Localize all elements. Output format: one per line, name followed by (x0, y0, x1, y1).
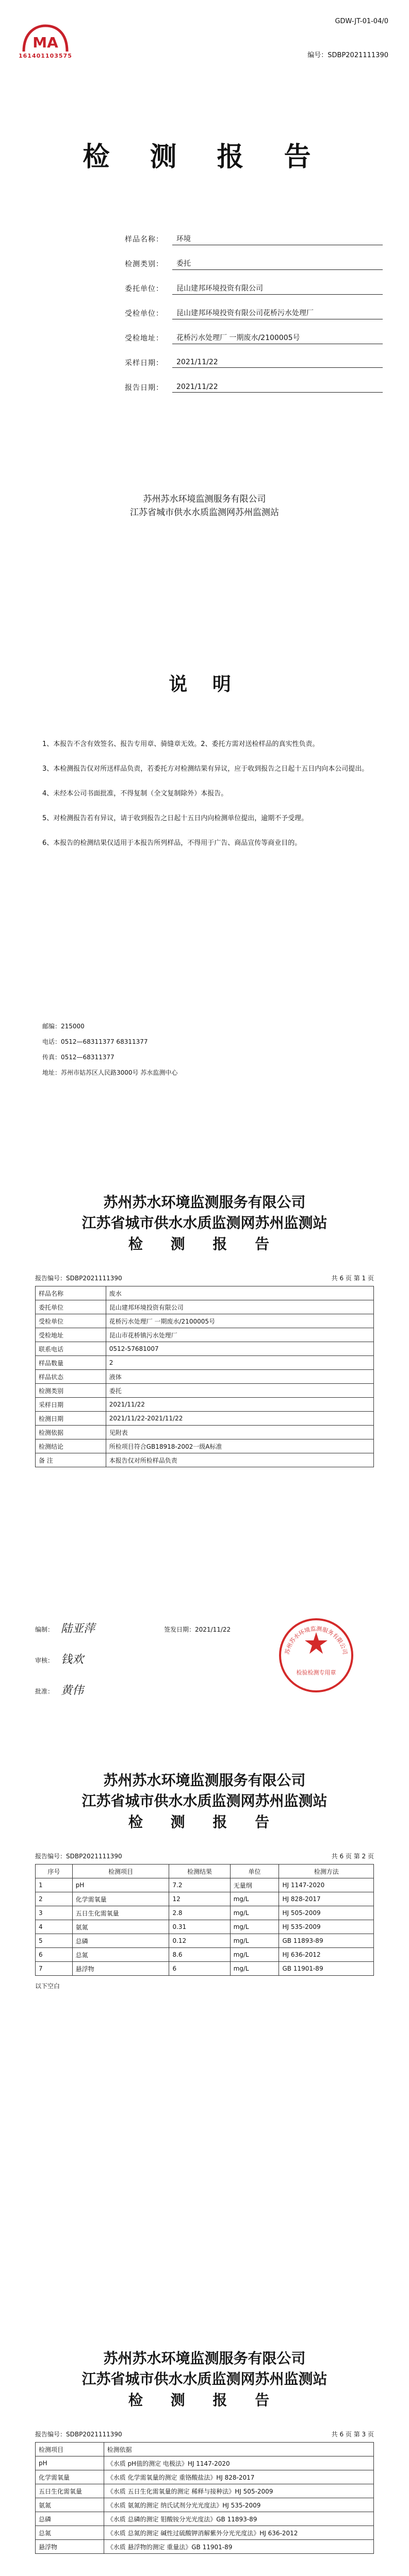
review-label: 审核： (35, 1657, 54, 1664)
note-item: 4、未经本公司书面批准，不得复制（全文复制除外）本报告。 (42, 790, 228, 798)
header-company: 苏州苏水环境监测服务有限公司 (103, 1194, 306, 1211)
cover-page (0, 0, 409, 578)
table-cell: mg/L (230, 1906, 279, 1920)
table-cell: mg/L (230, 1934, 279, 1948)
table-cell: 总氮 (36, 2526, 104, 2540)
column-header: 检测方法 (279, 1865, 374, 1878)
cover-row (125, 227, 383, 251)
table-cell: 五日生化需氧量 (36, 2484, 104, 2498)
table-header-row (36, 1865, 374, 1878)
prepare-label: 编制： (35, 1626, 54, 1633)
table-cell: HJ 636-2012 (279, 1948, 374, 1962)
report-number: 报告编号：SDBP2021111390 (35, 1853, 122, 1860)
form-code: GDW-JT-01-04/0 (335, 18, 388, 25)
header-station: 江苏省城市供水水质监测网苏州监测站 (81, 1214, 328, 1231)
table-row (36, 1412, 374, 1426)
table-cell: 检测依据 (36, 1426, 106, 1439)
table-cell: 受检地址 (36, 1328, 106, 1342)
table-cell: pH (36, 2456, 104, 2470)
table-row (36, 1934, 374, 1948)
table-row (36, 1370, 374, 1384)
table-cell: 7 (36, 1962, 73, 1976)
column-header: 单位 (230, 1865, 279, 1878)
seal-sub: 检验检测专用章 (296, 1669, 336, 1676)
cma-logo-icon (21, 23, 70, 55)
note-item: 3、本检测报告仅对所送样品负责，若委托方对检测结果有异议，应于收到报告之日起十五日内向本公司提出。 (42, 765, 369, 773)
cover-info (125, 227, 383, 400)
table-cell: HJ 535-2009 (279, 1920, 374, 1934)
sign-date: 签发日期：2021/11/22 (164, 1626, 231, 1633)
page-count: 共 6 页 第 1 页 (331, 1275, 374, 1282)
issuer (0, 493, 409, 519)
table-cell: 《水质 总磷的测定 钼酸铵分光光度法》GB 11893-89 (104, 2512, 373, 2526)
table-cell: 8.6 (169, 1948, 230, 1962)
table-row (36, 1878, 374, 1892)
cover-value: 委托 (172, 258, 383, 270)
table-cell: pH (72, 1878, 169, 1892)
signature-block (35, 1620, 374, 1723)
table-cell: HJ 828-2017 (279, 1892, 374, 1906)
prepare-signature: 陆亚萍 (61, 1622, 95, 1635)
results-table (35, 1864, 374, 1976)
header-title: 检 测 报 告 (128, 1814, 281, 1831)
table-row (36, 1962, 374, 1976)
table-cell: 2021/11/22 (106, 1398, 373, 1412)
table-cell: 6 (169, 1962, 230, 1976)
table-cell: mg/L (230, 1920, 279, 1934)
table-cell: 《水质 pH值的测定 电极法》HJ 1147-2020 (104, 2456, 373, 2470)
table-row (36, 1398, 374, 1412)
cover-label: 报告日期： (125, 384, 163, 392)
table-cell: 总氮 (72, 1948, 169, 1962)
table-row (36, 2443, 374, 2456)
table-cell: 无量纲 (230, 1878, 279, 1892)
page-title: 检 测 报 告 (83, 142, 326, 173)
review-signature: 钱欢 (61, 1653, 84, 1666)
table-cell: 5 (36, 1934, 73, 1948)
contact-line: 地址：苏州市姑苏区人民路3000号 苏水监测中心 (42, 1069, 178, 1076)
contact-line: 邮编：215000 (42, 1023, 85, 1030)
table-cell: 1 (36, 1878, 73, 1892)
table-cell: 样品数量 (36, 1356, 106, 1370)
table-cell: 检测结论 (36, 1439, 106, 1453)
table-cell: 悬浮物 (72, 1962, 169, 1976)
seal-text: 苏州苏水环境监测服务有限公司 (284, 1625, 349, 1655)
page-count: 共 6 页 第 3 页 (331, 2431, 374, 2438)
table-row (36, 1906, 374, 1920)
report-header (0, 1770, 409, 1833)
table-cell: 2021/11/22-2021/11/22 (106, 1412, 373, 1426)
table-cell: 总磷 (72, 1934, 169, 1948)
table-cell: 12 (169, 1892, 230, 1906)
cover-row (125, 326, 383, 350)
meta-line (35, 1274, 374, 1282)
cover-label: 检测类别： (125, 260, 163, 268)
table-row (36, 1426, 374, 1439)
table-cell: mg/L (230, 1962, 279, 1976)
page-count: 共 6 页 第 2 页 (331, 1853, 374, 1860)
notes (42, 738, 372, 861)
table-row (36, 1439, 374, 1453)
table-cell: mg/L (230, 1892, 279, 1906)
note-item: 1、本报告不含有效签名、报告专用章、骑缝章无效。2、委托方需对送检样品的真实性负责。 (42, 740, 319, 748)
table-cell: 0.31 (169, 1920, 230, 1934)
header-station: 江苏省城市供水水质监测网苏州监测站 (81, 2370, 328, 2387)
column-header: 检测项目 (72, 1865, 169, 1878)
table-row (36, 2484, 374, 2498)
table-cell: 氨氮 (72, 1920, 169, 1934)
table-cell: 委托 (106, 1384, 373, 1398)
header-company: 苏州苏水环境监测服务有限公司 (103, 1772, 306, 1789)
explanation-page (0, 578, 409, 1156)
methods-table (35, 2442, 374, 2554)
column-header: 检测结果 (169, 1865, 230, 1878)
report-number: 报告编号：SDBP2021111390 (35, 2431, 122, 2438)
table-row (36, 1342, 374, 1356)
table-cell: GB 11901-89 (279, 1962, 374, 1976)
table-cell: HJ 505-2009 (279, 1906, 374, 1920)
table-cell: 《水质 氨氮的测定 纳氏试剂分光光度法》HJ 535-2009 (104, 2498, 373, 2512)
contact-line: 电话：0512—68311377 68311377 (42, 1038, 148, 1045)
cover-row (125, 276, 383, 301)
table-row (36, 2470, 374, 2484)
table-cell: 废水 (106, 1286, 373, 1300)
results-page (0, 1734, 409, 2312)
cover-value: 2021/11/22 (172, 358, 383, 368)
cover-row (125, 375, 383, 400)
table-cell: 检测依据 (104, 2443, 373, 2456)
table-cell: 总磷 (36, 2512, 104, 2526)
report-header (0, 2348, 409, 2411)
note-item: 6、本报告的检测结果仅适用于本报告所列样品，不得用于广告、商品宣传等商业目的。 (42, 839, 302, 847)
header-title: 检 测 报 告 (128, 2392, 281, 2409)
cover-label: 采样日期： (125, 359, 163, 367)
header-station: 江苏省城市供水水质监测网苏州监测站 (81, 1792, 328, 1809)
summary-table (35, 1286, 374, 1467)
table-cell: 联系电话 (36, 1342, 106, 1356)
table-cell: 7.2 (169, 1878, 230, 1892)
table-row (36, 2498, 374, 2512)
cover-row (125, 251, 383, 276)
table-cell: 所检项目符合GB18918-2002一级A标准 (106, 1439, 373, 1453)
table-cell: 昆山建邦环境投资有限公司 (106, 1300, 373, 1314)
contact-info (42, 1019, 177, 1080)
blank-note: 以下空白 (35, 1982, 60, 1990)
table-cell: mg/L (230, 1948, 279, 1962)
table-cell: 2 (36, 1892, 73, 1906)
table-row (36, 2526, 374, 2540)
meta-line (35, 2430, 374, 2438)
table-row (36, 2512, 374, 2526)
table-cell: 检测日期 (36, 1412, 106, 1426)
cover-row (125, 301, 383, 326)
cover-row (125, 350, 383, 375)
table-row (36, 1356, 374, 1370)
table-row (36, 2456, 374, 2470)
table-cell: 检测类别 (36, 1384, 106, 1398)
table-cell: 委托单位 (36, 1300, 106, 1314)
table-cell: 6 (36, 1948, 73, 1962)
table-cell: 化学需氧量 (36, 2470, 104, 2484)
table-cell: GB 11893-89 (279, 1934, 374, 1948)
official-seal-icon (277, 1617, 355, 1694)
table-cell: 液体 (106, 1370, 373, 1384)
cover-value: 2021/11/22 (172, 383, 383, 393)
table-row (36, 1286, 374, 1300)
table-cell: 样品名称 (36, 1286, 106, 1300)
table-cell: 昆山市花桥镇污水处理厂 (106, 1328, 373, 1342)
table-cell: 4 (36, 1920, 73, 1934)
cover-label: 委托单位： (125, 285, 163, 293)
cover-value: 环境 (172, 233, 383, 245)
contact-line: 传真：0512—68311377 (42, 1054, 114, 1061)
cover-value: 花桥污水处理厂 一期废水/2100005号 (172, 332, 383, 344)
table-cell: 样品状态 (36, 1370, 106, 1384)
explanation-title: 说 明 (169, 674, 240, 695)
report-summary-page (0, 1156, 409, 1734)
table-cell: 花桥污水处理厂 一期废水/2100005号 (106, 1314, 373, 1328)
header-title: 检 测 报 告 (128, 1235, 281, 1252)
table-cell: HJ 1147-2020 (279, 1878, 374, 1892)
methods-page (0, 2312, 409, 2576)
table-cell: 《水质 五日生化需氧量的测定 稀释与接种法》HJ 505-2009 (104, 2484, 373, 2498)
cover-value: 昆山建邦环境投资有限公司 (172, 283, 383, 295)
table-cell: 《水质 化学需氧量的测定 重铬酸盐法》HJ 828-2017 (104, 2470, 373, 2484)
report-number: 编号：SDBP2021111390 (307, 52, 388, 59)
table-row (36, 1453, 374, 1467)
table-cell: 《水质 总氮的测定 碱性过硫酸钾消解紫外分光光度法》HJ 636-2012 (104, 2526, 373, 2540)
table-row (36, 1314, 374, 1328)
approve-signature: 黄伟 (61, 1684, 84, 1697)
table-cell: 0512-57681007 (106, 1342, 373, 1356)
table-cell: 五日生化需氧量 (72, 1906, 169, 1920)
table-cell: 本报告仅对所检样品负责 (106, 1453, 373, 1467)
table-cell: 悬浮物 (36, 2540, 104, 2554)
cover-value: 昆山建邦环境投资有限公司花桥污水处理厂 (172, 308, 383, 319)
cover-label: 受检单位： (125, 310, 163, 318)
meta-line (35, 1852, 374, 1860)
issuer-line: 苏州苏水环境监测服务有限公司 (143, 494, 266, 504)
cover-label: 样品名称： (125, 235, 163, 244)
table-cell: 3 (36, 1906, 73, 1920)
table-row (36, 1920, 374, 1934)
table-row (36, 1300, 374, 1314)
table-row (36, 1892, 374, 1906)
table-cell: 化学需氧量 (72, 1892, 169, 1906)
table-row (36, 1384, 374, 1398)
table-cell: 受检单位 (36, 1314, 106, 1328)
approve-label: 批准： (35, 1688, 54, 1695)
table-row (36, 1328, 374, 1342)
column-header: 序号 (36, 1865, 73, 1878)
note-item: 5、对检测报告若有异议，请于收到报告之日起十五日内向检测单位提出，逾期不予受理。 (42, 815, 308, 822)
table-cell: 氨氮 (36, 2498, 104, 2512)
table-cell: 0.12 (169, 1934, 230, 1948)
issuer-line: 江苏省城市供水水质监测网苏州监测站 (130, 507, 279, 518)
table-cell: 2.8 (169, 1906, 230, 1920)
table-row (36, 1948, 374, 1962)
table-cell: 备 注 (36, 1453, 106, 1467)
header-company: 苏州苏水环境监测服务有限公司 (103, 2350, 306, 2367)
report-header (0, 1192, 409, 1255)
table-cell: 检测项目 (36, 2443, 104, 2456)
cover-label: 受检地址： (125, 334, 163, 343)
ma-mark: MA (32, 34, 58, 51)
ma-code: 161401103575 (19, 53, 72, 59)
table-cell: 《水质 悬浮物的测定 重量法》GB 11901-89 (104, 2540, 373, 2554)
report-number: 报告编号：SDBP2021111390 (35, 1275, 122, 1282)
table-cell: 见附表 (106, 1426, 373, 1439)
table-cell: 采样日期 (36, 1398, 106, 1412)
table-cell: 2 (106, 1356, 373, 1370)
table-row (36, 2540, 374, 2554)
